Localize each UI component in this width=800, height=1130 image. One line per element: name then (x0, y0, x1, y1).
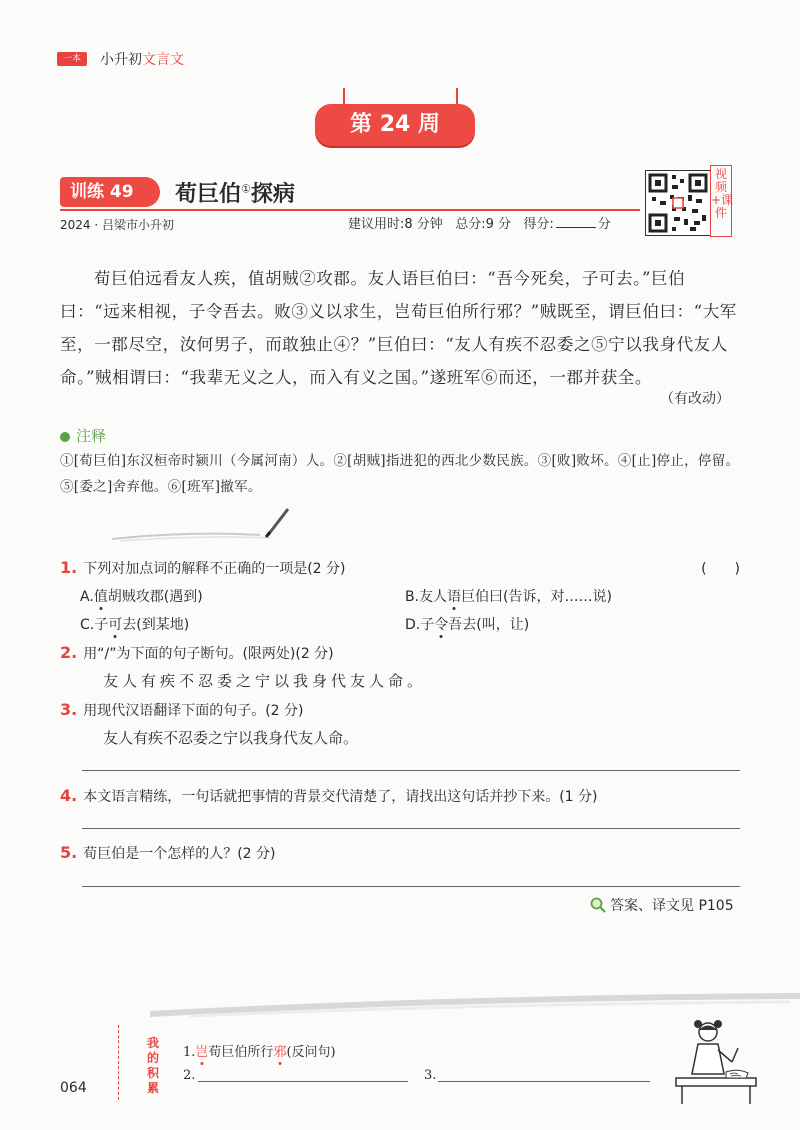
option-d[interactable] (405, 614, 529, 634)
notes-text: ①[荀巨伯]东汉桓帝时颍川（今属河南）人。②[胡贼]指进犯的西北少数民族。③[败]败坏。④[止]停止，停留。⑤[委之]舍弃他。⑥[班军]撤军。 (60, 453, 740, 495)
notes-heading (60, 425, 106, 446)
bottom-brush-stroke-icon (150, 990, 800, 1020)
question-text: 荀巨伯是一个怎样的人？(2 分) (83, 846, 276, 862)
footer-dashed-line (118, 1025, 120, 1100)
item1-post: (反问句) (286, 1045, 336, 1060)
qr-icon (646, 171, 710, 235)
q3-sentence: 友人有疾不忍委之宁以我身代友人命。 (103, 729, 359, 747)
video-courseware-label: 视频+课件 (710, 165, 732, 237)
brand-badge: 一本 (57, 52, 87, 66)
option-c-dotted-word: 可 (108, 617, 123, 633)
option-c[interactable] (80, 614, 189, 634)
option-b-text: 巨伯曰(告诉，对……说) (461, 589, 612, 605)
question-number: 1. (60, 558, 78, 577)
option-a-dotted-word: 值 (93, 589, 108, 605)
accumulation-item-3 (424, 1068, 436, 1083)
suggested-time: 建议用时:8 分钟 (348, 217, 443, 232)
item1-prefix: 1. (183, 1045, 196, 1060)
passage-text: 荀巨伯远看友人疾，值胡贼②攻郡。友人语巨伯曰：“吾今死矣，子可去。”巨伯曰：“远来相视，子令吾去。败③义以求生，岂荀巨伯所行邪？”贼既至，谓巨伯曰：“大军至，一郡尽空，汝何男子，而敢独止④？”巨伯曰：“友人有疾不忍委之⑤宁以我身代友人命。”贼相谓曰：“我辈无义之人，而入有义之国。”遂班军⑥而还，一郡并获全。 (60, 269, 737, 387)
lesson-badge: 训练 49 (60, 177, 160, 207)
question-number: 4. (60, 786, 78, 805)
question-2 (60, 643, 334, 663)
option-a-prefix: A. (80, 589, 94, 605)
notes-heading-text: 注释 (76, 427, 107, 445)
source-line: 2024 · 吕梁市小升初 (60, 218, 174, 232)
item1-dotted-word-1: 岂 (195, 1045, 209, 1060)
option-c-prefix: C.子 (80, 617, 109, 633)
meta-info (348, 213, 611, 232)
option-c-text: 去(到某地) (122, 617, 190, 633)
item1-dotted-word-2: 邪 (273, 1045, 287, 1060)
answer-line-q4[interactable] (82, 828, 740, 829)
option-d-prefix: D.子 (405, 617, 435, 633)
accumulation-item-1 (183, 1041, 336, 1060)
score-unit: 分 (597, 217, 611, 232)
item1-mid: 荀巨伯所行 (208, 1045, 274, 1060)
lesson-title (175, 177, 295, 208)
brush-divider-icon (110, 505, 310, 545)
question-5 (60, 843, 276, 863)
series-suffix: 文言文 (142, 52, 184, 68)
notes-bullet-icon (60, 432, 70, 442)
option-d-text: 吾去(叫，让) (448, 617, 530, 633)
question-text: 下列对加点词的解释不正确的一项是(2 分) (83, 561, 346, 577)
question-text: 用“/”为下面的句子断句。(限两处)(2 分) (83, 646, 334, 662)
accumulation-item-2 (183, 1068, 195, 1083)
option-a[interactable] (80, 586, 203, 606)
question-text: 用现代汉语翻译下面的句子。(2 分) (83, 703, 304, 719)
question-1 (60, 558, 740, 578)
series-prefix: 小升初 (100, 52, 142, 68)
series-title (100, 49, 184, 69)
item3-label: 3. (424, 1068, 437, 1083)
item2-label: 2. (183, 1068, 196, 1083)
lesson-title-main: 荀巨伯 (175, 181, 242, 207)
option-d-dotted-word: 令 (434, 617, 449, 633)
answer-bracket[interactable]: ( ) (701, 561, 740, 577)
accumulation-line-2[interactable] (198, 1081, 408, 1082)
answer-reference-text: 答案、译文见 P105 (610, 898, 734, 914)
option-b-prefix: B.友人 (405, 589, 448, 605)
accumulation-line-3[interactable] (438, 1081, 650, 1082)
question-number: 3. (60, 700, 78, 719)
option-b[interactable] (405, 586, 612, 606)
answer-line-q5[interactable] (82, 886, 740, 887)
question-3 (60, 700, 304, 720)
passage-source: （有改动） (660, 391, 730, 407)
lesson-title-tail: 探病 (250, 181, 295, 207)
option-a-text: 胡贼攻郡(遇到) (107, 589, 203, 605)
lesson-title-note: ① (241, 182, 251, 196)
accumulation-label: 我的积累 (147, 1036, 160, 1095)
qr-code[interactable] (645, 170, 711, 236)
total-score: 总分:9 分 (455, 217, 511, 232)
page-number: 064 (60, 1080, 87, 1096)
q2-sentence[interactable]: 友人有疾不忍委之宁以我身代友人命。 (103, 672, 427, 690)
answer-line-q3[interactable] (82, 770, 740, 771)
title-rule (60, 209, 640, 211)
question-4 (60, 786, 598, 806)
question-text: 本文语言精练，一句话就把事情的背景交代清楚了，请找出这句话并抄下来。(1 分) (83, 789, 598, 805)
week-banner: 第 24 周 (315, 104, 475, 146)
score-blank[interactable] (556, 215, 596, 228)
child-writing-illustration (668, 1018, 758, 1108)
question-number: 5. (60, 843, 78, 862)
question-number: 2. (60, 643, 78, 662)
option-b-dotted-word: 语 (447, 589, 462, 605)
score-label: 得分: (523, 217, 554, 232)
magnifier-icon (590, 897, 606, 913)
answer-reference[interactable] (590, 895, 734, 915)
